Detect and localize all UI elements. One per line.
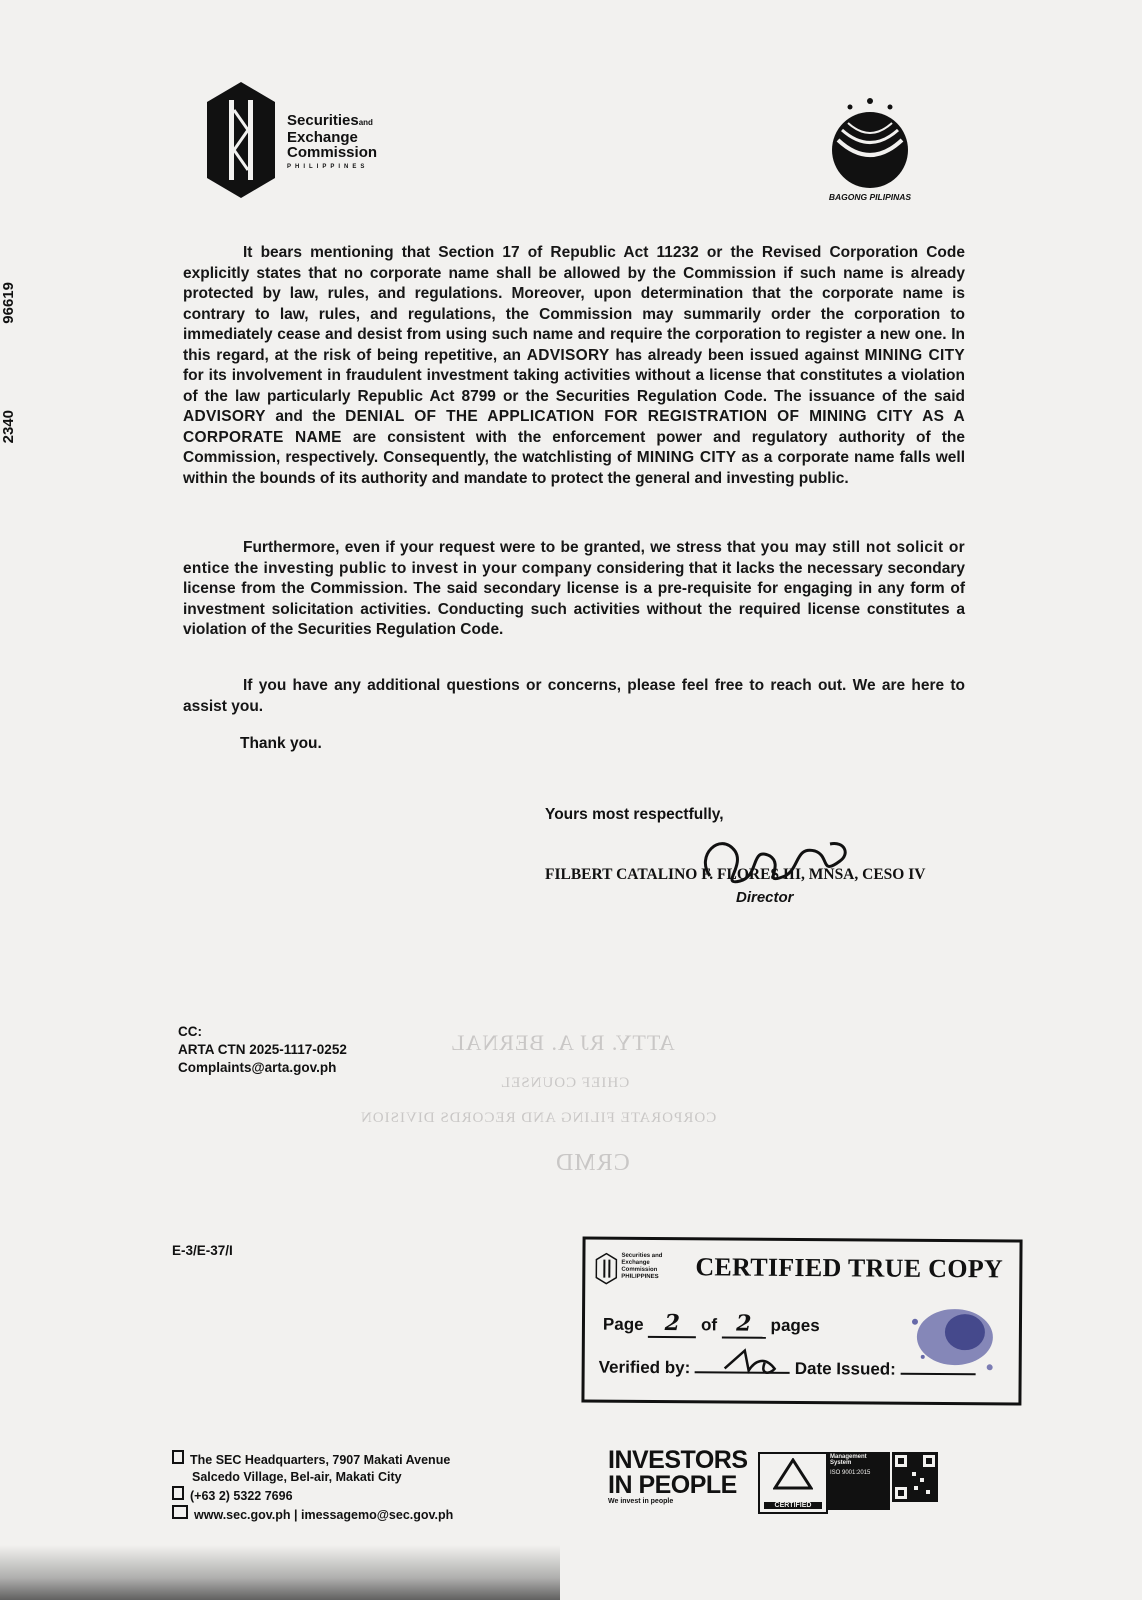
p3-text: If you have any additional questions or concerns, please feel free to reach out. We are here to assist you. [183, 677, 965, 715]
cc-label: CC: [178, 1024, 202, 1039]
iip-line1: INVESTORS [608, 1446, 748, 1474]
certified-title: CERTIFIED TRUE COPY [695, 1252, 1004, 1284]
certified-true-copy-stamp [581, 1236, 1022, 1405]
paragraph-3 [183, 676, 965, 717]
of-label: of [701, 1315, 718, 1335]
cc-block [178, 1023, 347, 1077]
sec-name-and: and [358, 118, 373, 127]
of-value: 2 [722, 1310, 766, 1338]
p1-text-c: has already been issued against [609, 346, 865, 364]
paragraph-1 [183, 243, 965, 489]
bagong-pilipinas-label: BAGONG PILIPINAS [828, 192, 912, 202]
stamp-sec-logo-icon [595, 1253, 617, 1285]
p1-text-e: for its involvement in fraudulent investment taking activities without a license that constitutes a violation of the law particularly Republic Act 8799 or the Securities Regulation Code. The issuance of the said [183, 367, 965, 405]
p1-denial: DENIAL OF THE APPLICATION FOR REGISTRATION OF MINING CITY AS A CORPORATE NAME [183, 408, 965, 446]
iso-label: ISO 9001:2015 [830, 1470, 871, 1476]
faded-stamp-line3: CORPORATE FILING AND RECORDS DIVISION [360, 1110, 717, 1126]
tuv-certified-label: CERTIFIED [764, 1502, 822, 1509]
page-label: Page [602, 1314, 644, 1334]
ink-blot [895, 1297, 1006, 1388]
sec-logo [205, 80, 405, 200]
side-number-bottom: 2340 [0, 410, 17, 444]
phone-icon [172, 1486, 184, 1500]
p2-text-a: Furthermore, even if your request were to be granted, we stress that [243, 539, 761, 556]
web-icon [172, 1505, 188, 1519]
p2-emphasis: you may still not solicit or entice the investing public to invest in your company [183, 539, 966, 577]
p1-mining-city-2: MINING CITY [636, 449, 737, 466]
iip-line2: IN PEOPLE [608, 1471, 737, 1499]
pages-label: pages [770, 1315, 820, 1336]
sec-name-1: Securities [287, 112, 359, 129]
p2-text-c: considering that it lacks the necessary secondary license from the Commission. The said secondary license is a pre-requisite for engaging in any form of investment solicitation activities. Conducting such activities without the required license constitutes a violation of the Securities Regulation Code. [183, 559, 965, 638]
closing: Yours most respectfully, [545, 806, 724, 823]
stamp-mini-logo-text: Securities and Exchange Commission PHILIPPINES [621, 1252, 663, 1280]
thank-you: Thank you. [240, 735, 322, 752]
page-row [603, 1310, 820, 1340]
verifier-initials [715, 1340, 795, 1381]
p1-text-g: and the [265, 408, 346, 425]
location-icon [172, 1450, 184, 1464]
tuv-triangle-icon [773, 1458, 813, 1490]
document-code: E-3/E-37/I [172, 1243, 233, 1258]
date-issued-label: Date Issued: [794, 1358, 896, 1379]
footer-phone: (+63 2) 5322 7696 [190, 1489, 293, 1503]
footer-address [172, 1450, 453, 1524]
p1-text-k: as a corporate name falls well within the bounds of its authority and mandate to protect the general and investing public. [183, 449, 966, 487]
side-number-top: 96619 [0, 282, 17, 324]
page-value: 2 [648, 1310, 696, 1338]
sec-logo-icon [205, 80, 277, 200]
cc-line1: ARTA CTN 2025-1117-0252 [178, 1042, 347, 1057]
investors-in-people-badge [608, 1448, 758, 1505]
iso-badge [828, 1452, 890, 1510]
verified-label: Verified by: [598, 1357, 691, 1378]
signatory-name: FILBERT CATALINO F. FLORES III, MNSA, CESO IV [545, 866, 926, 883]
sec-name-2: Exchange [287, 129, 358, 146]
signatory-title: Director [736, 889, 794, 906]
faded-stamp-line1: ATTY. RJ A. BERNAL [450, 1030, 675, 1055]
cc-line2: Complaints@arta.gov.ph [178, 1060, 337, 1075]
footer-web: www.sec.gov.ph | imessagemo@sec.gov.ph [194, 1508, 454, 1522]
page-shadow [0, 1545, 560, 1600]
faded-stamp-line4: CRMD [555, 1150, 630, 1176]
p1-mining-city-1: MINING CITY [864, 346, 965, 364]
tuv-certified-badge [758, 1452, 828, 1514]
bagong-pilipinas-icon [820, 95, 920, 190]
paragraph-2 [183, 538, 965, 641]
qr-code-icon [892, 1452, 938, 1502]
mgmt-system-label: Management System [830, 1454, 867, 1466]
p1-text-a: It bears mentioning that Section 17 of Republic Act 11232 or the Revised Corporation Code explicitly states that no corporate name shall be allowed by the Commission if such name is already protected by law, rules, and regulations. Moreover, upon determination that the corporate name is contrary to law, rules, and regulations, the Commission may summarily order the corporation to immediately cease and desist from using such name and require the corporation to register a new one. In this regard, at the risk of being repetitive, an [183, 244, 965, 364]
iip-tag: We invest in people [608, 1498, 674, 1505]
p1-text-i: are consistent with the enforcement power and regulatory authority of the Commission, respectively. Consequently, the watchlisting of [183, 428, 965, 466]
faded-stamp-line2: CHIEF COUNSEL [500, 1075, 630, 1091]
sec-name-3: Commission [287, 144, 378, 161]
footer-address-1: The SEC Headquarters, 7907 Makati Avenue [190, 1453, 451, 1467]
sec-name-sub: PHILIPPINES [287, 164, 369, 170]
p1-advisory-2: ADVISORY [183, 408, 266, 425]
p1-advisory-1: ADVISORY [526, 346, 610, 364]
footer-address-2: Salcedo Village, Bel-air, Makati City [192, 1470, 402, 1484]
bagong-pilipinas-logo [815, 95, 925, 205]
